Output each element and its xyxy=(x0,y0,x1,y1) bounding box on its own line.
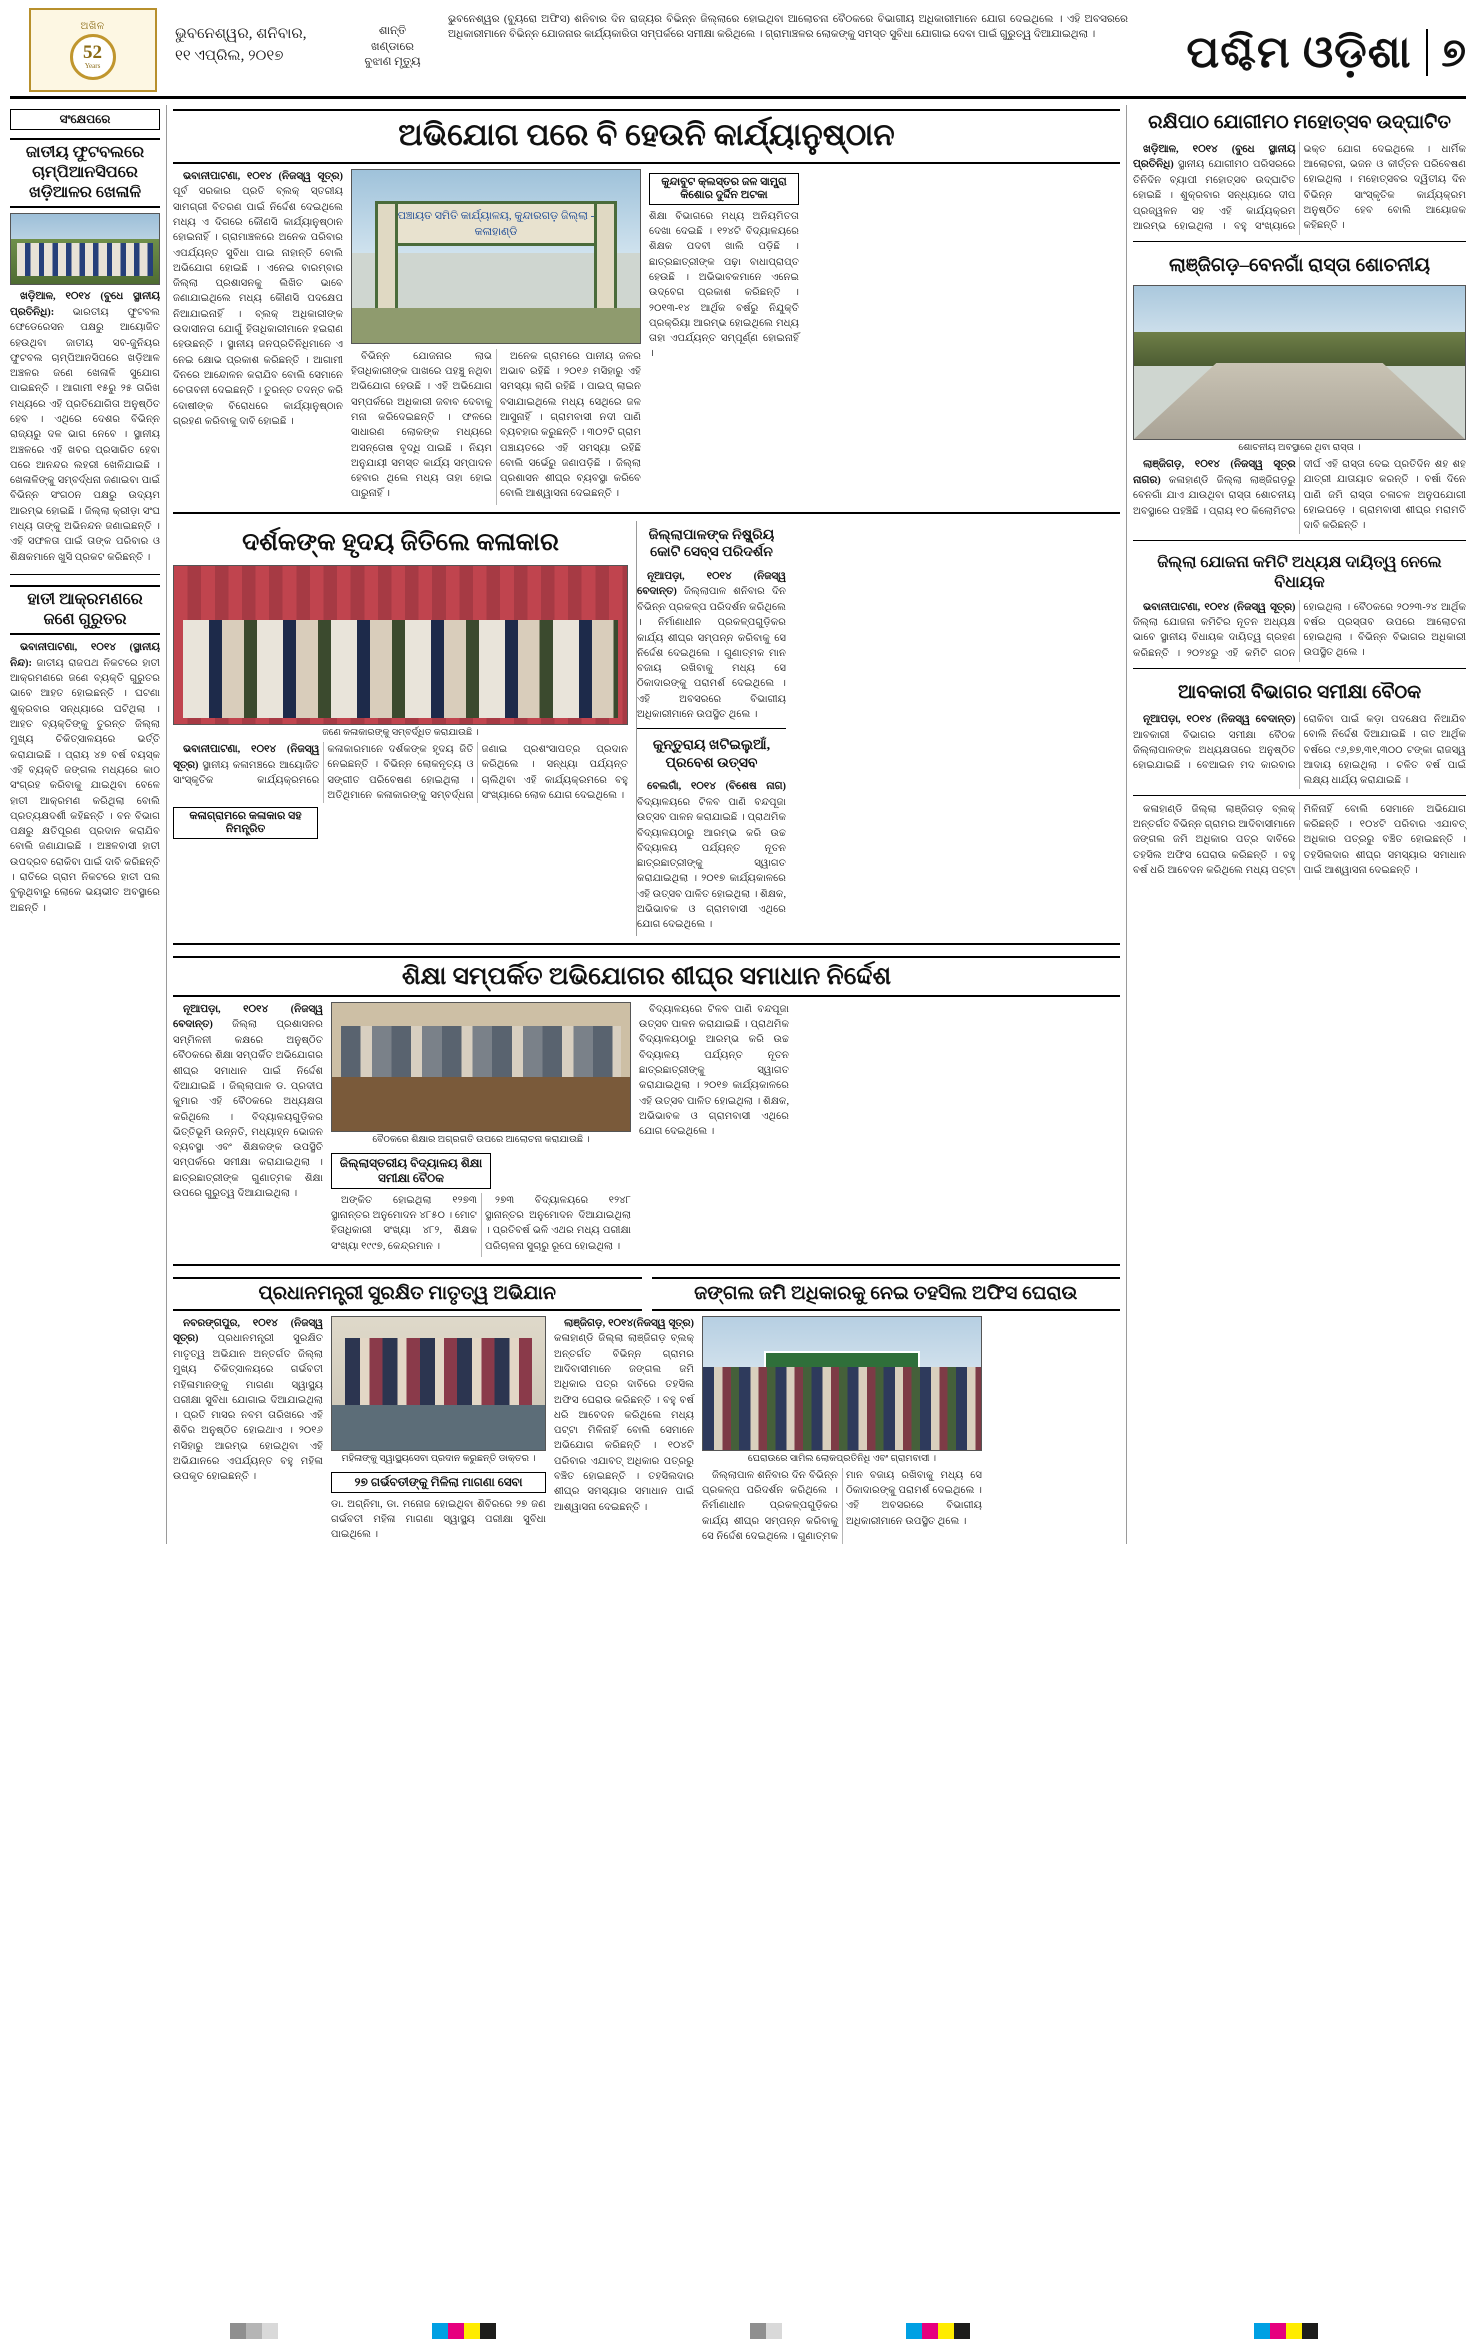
dm-plan-headline: ଜିଲ୍ଲାପାଳଙ୍କ ନିଷ୍କ୍ରିୟ କୋଟି ସେବ୍‌ସ ପରିଦର୍ଶନ xyxy=(648,527,775,561)
maternity-box-title: ୨୭ ଗର୍ଭବତୀଙ୍କୁ ମିଳିଲା ମାଗଣା ସେବା xyxy=(331,1472,546,1493)
maternity-headline: ପ୍ରଧାନମନ୍ତ୍ରୀ ସୁରକ୍ଷିତ ମାତୃତ୍ୱ ଅଭିଯାନ xyxy=(173,1277,642,1311)
lead-story-block xyxy=(173,169,1120,505)
excise-dateline: ନୂଆପଡ଼ା, ୧୦୧୪ (ନିଜସ୍ୱ ବେଦାନ୍ତ) xyxy=(1143,714,1296,726)
artist-body xyxy=(173,742,628,803)
education-text-3: ୨୭୩ ବିଦ୍ୟାଳୟରେ ୧୨୪୮ ସ୍ଥାନାନ୍ତର ଅନୁମୋଦନ ଦିଆଯାଇଥିଲା । ପ୍ରତିବର୍ଷ ଭଳି ଏଥର ମଧ୍ୟ ପରୀକ୍ଷା ପରିଚାଳନା ସୁଚାରୁ ରୂପେ ହୋଇଥିଲା । xyxy=(485,1194,631,1252)
education-text-1: ଜିଲ୍ଲା ପ୍ରଶାସନର ସମ୍ମିଳନୀ କକ୍ଷରେ ଅନୁଷ୍ଠିତ ବୈଠକରେ ଶିକ୍ଷା ସମ୍ପର୍କିତ ଅଭିଯୋଗର ଶୀଘ୍ର ସମାଧାନ ପାଇଁ ନିର୍ଦ୍ଦେଶ ଦିଆଯାଇଛି । ଜିଲ୍ଲାପାଳ ଡ. ପ୍ରଦୀପ କୁମାର ଏହି ବୈଠକରେ ଅଧ୍ୟକ୍ଷତା କରିଥିଲେ । ବିଦ୍ୟାଳୟଗୁଡ଼ିକର ଭିତ୍ତିଭୂମି ଉନ୍ନତି, ମଧ୍ୟାହ୍ନ ଭୋଜନ ବ୍ୟବସ୍ଥା ଏବଂ ଶିକ୍ଷକଙ୍କ ଉପସ୍ଥିତି ସମ୍ପର୍କରେ ସମୀକ୍ଷା କରାଯାଇଥିଲା । ଛାତ୍ରଛାତ୍ରୀଙ୍କ ଗୁଣାତ୍ମକ ଶିକ୍ଷା ଉପରେ ଗୁରୁତ୍ୱ ଦିଆଯାଇଥିଲା । xyxy=(173,1019,324,1200)
lead-col-2 xyxy=(351,349,641,505)
road-text: କଳାହାଣ୍ଡି ଜିଲ୍ଲା ଲାଞ୍ଜିଗଡ଼ରୁ ବେନଗାଁ ଯାଏ ଯାଉଥିବା ରାସ୍ତା ଶୋଚନୀୟ ଅବସ୍ଥାରେ ପହଞ୍ଚିଛି । ପ୍ରାୟ ୧୦ କିଲୋମିଟର ଦୀର୍ଘ ଏହି ରାସ୍ତା ଦେଇ ପ୍ରତିଦିନ ଶହ ଶହ ଯାତ୍ରୀ ଯାତାୟାତ କରନ୍ତି । ବର୍ଷା ଦିନେ ପାଣି ଜମି ରାସ୍ତା ଚଳାଚଳ ଅନୁପଯୋଗୀ ହୋଇପଡ଼େ । ଗ୍ରାମବାସୀ ଶୀଘ୍ର ମରାମତି ଦାବି କରିଛନ୍ତି । xyxy=(1133,459,1466,532)
weather-line-2: ଖଣ୍ଡାରେ xyxy=(371,40,414,53)
lead-text-1: ପୂର୍ବ ସରକାର ପ୍ରତି ବ୍ଲକ୍‌ ସ୍ତରୀୟ ସାମଗ୍ରୀ ବିତରଣ ପାଇଁ ନିର୍ଦ୍ଦେଶ ଦେଇଥିଲେ ମଧ୍ୟ ଏ ଦିଗରେ କୌଣସି କାର୍ଯ୍ୟାନୁଷ୍ଠାନ ହୋଇନାହିଁ । ଗ୍ରାମାଞ୍ଚଳରେ ଅନେକ ପରିବାର ଏପର୍ଯ୍ୟନ୍ତ ସୁବିଧା ପାଇ ନାହାନ୍ତି ବୋଲି ଅଭିଯୋଗ ହୋଇଛି । ଏନେଇ ବାରମ୍ବାର ଜିଲ୍ଲା ପ୍ରଶାସନକୁ ଲିଖିତ ଭାବେ ଜଣାଯାଇଥିଲେ ମଧ୍ୟ କୌଣସି ପଦକ୍ଷେପ ନିଆଯାଇନାହିଁ । ବ୍ଲକ୍ ଅଧିକାରୀଙ୍କ ଉଦାସୀନତା ଯୋଗୁଁ ହିତାଧିକାରୀମାନେ ହଇରାଣ ହେଉଛନ୍ତି । ସ୍ଥାନୀୟ ଜନପ୍ରତିନିଧିମାନେ ଏ ନେଇ କ୍ଷୋଭ ପ୍ରକାଶ କରିଛନ୍ତି । ଆଗାମୀ ଦିନରେ ଆନ୍ଦୋଳନ କରାଯିବ ବୋଲି ସେମାନେ ଚେତାବନୀ ଦେଇଛନ୍ତି । ତୁରନ୍ତ ତଦନ୍ତ କରି ଦୋଷୀଙ୍କ ବିରୋଧରେ କାର୍ଯ୍ୟାନୁଷ୍ଠାନ ଗ୍ରହଣ କରିବାକୁ ଦାବି ହୋଇଛି । xyxy=(173,186,343,427)
tahasil-protest-photo xyxy=(702,1316,982,1451)
artist-subcaption: କଳାଗ୍ରାମରେ କଳାକାର ସହ ନିମନ୍ତ୍ରିତ xyxy=(173,807,318,839)
maternity-photo-block xyxy=(331,1316,546,1544)
anniversary-badge xyxy=(29,8,157,92)
weather-line-3: ବୁଝାଣ ମୃତ୍ୟୁ xyxy=(364,56,421,69)
divider xyxy=(1133,241,1466,242)
brief-2-dateline: ଭବାନୀପାଟଣା, ୧୦୧୪ (ସ୍ଥାନୀୟ ନିନ୍ଦ): xyxy=(10,641,160,669)
education-photo-block xyxy=(331,1002,631,1257)
page-number: ୭ xyxy=(1426,29,1466,76)
lead-col-1 xyxy=(173,169,343,505)
maternity-text: ପ୍ରଧାନମନ୍ତ୍ରୀ ସୁରକ୍ଷିତ ମାତୃତ୍ୱ ଅଭିଯାନ ଅନ୍ତର୍ଗତ ଜିଲ୍ଲା ମୁଖ୍ୟ ଚିକିତ୍ସାଳୟରେ ଗର୍ଭବତୀ ମହିଳାମାନଙ୍କୁ ମାଗଣା ସ୍ୱାସ୍ଥ୍ୟ ପରୀକ୍ଷା ସୁବିଧା ଯୋଗାଇ ଦିଆଯାଇଥିଲା । ପ୍ରତି ମାସର ନବମ ତାରିଖରେ ଏହି ଶିବିର ଅନୁଷ୍ଠିତ ହୋଇଥାଏ । ୨୦୧୬ ମସିହାରୁ ଆରମ୍ଭ ହୋଇଥିବା ଏହି ଅଭିଯାନରେ ଏପର୍ଯ୍ୟନ୍ତ ବହୁ ମହିଳା ଉପକୃତ ହୋଇଛନ୍ତି । xyxy=(173,1333,323,1483)
brief-1-body xyxy=(10,289,160,568)
kuturaray-dateline: ବେଲଗାଁ, ୧୦୧୪ (ବିଶେଷ ନାଗ) xyxy=(647,781,786,793)
education-block xyxy=(173,1002,1120,1257)
excise-headline: ଆବକାରୀ ବିଭାଗର ସମୀକ୍ଷା ବୈଠକ xyxy=(1177,682,1422,704)
committee-dateline: ଭବାନୀପାଟଣା, ୧୦୧୪ (ନିଜସ୍ୱ ସୂତ୍ର) xyxy=(1143,601,1296,613)
divider xyxy=(173,512,1120,514)
maternity-box-body: ଡା. ଅଗ୍ନିମା, ଡା. ମନୋଜ ହୋଇଥିବା ଶିବିରରେ ୨୭ ଜଣ ଗର୍ଭବତୀ ମହିଳା ମାଗଣା ସ୍ୱାସ୍ଥ୍ୟ ପରୀକ୍ଷା ସୁବିଧା ପାଇଥିଲେ । xyxy=(331,1498,546,1541)
colorbar-group-3 xyxy=(750,2323,782,2339)
brief-2-text: ଜାତୀୟ ରାଜପଥ ନିକଟରେ ହାତୀ ଆକ୍ରମଣରେ ଜଣେ ବ୍ୟକ୍ତି ଗୁରୁତର ଭାବେ ଆହତ ହୋଇଛନ୍ତି । ଘଟଣା ଶୁକ୍ରବାର ସନ୍ଧ୍ୟାରେ ଘଟିଥିଲା । ଆହତ ବ୍ୟକ୍ତିଙ୍କୁ ତୁରନ୍ତ ଜିଲ୍ଲା ମୁଖ୍ୟ ଚିକିତ୍ସାଳୟରେ ଭର୍ତ୍ତି କରାଯାଇଛି । ପ୍ରାୟ ୪୭ ବର୍ଷ ବୟସ୍କ ଏହି ବ୍ୟକ୍ତି ଜଙ୍ଗଲ ମଧ୍ୟରେ କାଠ ସଂଗ୍ରହ କରିବାକୁ ଯାଇଥିବା ବେଳେ ହାତୀ ଆକ୍ରମଣ କରିଥିଲା ବୋଲି ପ୍ରତ୍ୟକ୍ଷଦର୍ଶୀ କହିଛନ୍ତି । ବନ ବିଭାଗ ପକ୍ଷରୁ କ୍ଷତିପୂରଣ ପ୍ରଦାନ କରାଯିବ ବୋଲି ଜଣାଯାଇଛି । ଅଞ୍ଚଳବାସୀ ହାତୀ ଉପଦ୍ରବ ରୋକିବା ପାଇଁ ଦାବି କରିଛନ୍ତି । ରାତିରେ ଗ୍ରାମ ନିକଟରେ ହାତୀ ପଲ ବୁଲୁଥିବାରୁ ଲୋକେ ଭୟଭୀତ ଅବସ୍ଥାରେ ଅଛନ୍ତି । xyxy=(10,657,161,914)
edition-info xyxy=(175,8,345,92)
road-photo xyxy=(1133,285,1466,440)
edition-date: ୧୧ ଏପ୍ରିଲ, ୨୦୧୭ xyxy=(175,47,284,64)
education-box-body xyxy=(331,1193,631,1257)
artist-headline: ଦର୍ଶକଙ୍କ ହୃଦୟ ଜିତିଲେ କଳାକାର xyxy=(242,528,559,556)
tahasil-photo-caption: ଘେରାଉରେ ସାମିଲ ଲୋକପ୍ରତିନିଧି ଏବଂ ଗ୍ରାମବାସୀ । xyxy=(747,1453,937,1464)
edition-place-day: ଭୁବନେଶ୍ୱର, ଶନିବାର, xyxy=(175,26,307,42)
committee-text: ଜିଲ୍ଲା ଯୋଜନା କମିଟିର ନୂତନ ଅଧ୍ୟକ୍ଷ ଭାବେ ସ୍ଥାନୀୟ ବିଧାୟକ ଦାୟିତ୍ୱ ଗ୍ରହଣ କରିଛନ୍ତି । ୨୦୨୪ରୁ ଏହି କମିଟି ଗଠନ ହୋଇଥିଲା । ବୈଠକରେ ୨୦୨୩-୨୪ ଆର୍ଥିକ ବର୍ଷର ପ୍ରସ୍ତାବ ଉପରେ ଆଲୋଚନା ହୋଇଥିଲା । ବିଭିନ୍ନ ବିଭାଗର ଅଧିକାରୀ ଉପସ୍ଥିତ ଥିଲେ । xyxy=(1133,601,1466,659)
gate-signboard-text: ପଞ୍ଚାୟତ ସମିତି କାର୍ଯ୍ୟାଳୟ, କୁନ୍ଦାରଗଡ଼ ଜିଲ୍ଲା - କଳାହାଣ୍ଡି xyxy=(397,209,595,239)
lead-headline: ଅଭିଯୋଗ ପରେ ବି ହେଉନି କାର୍ଯ୍ୟାନୁଷ୍ଠାନ xyxy=(173,109,1120,164)
dm-plan-block xyxy=(636,521,786,936)
lead-photo-block xyxy=(351,169,641,505)
tahasil-photo-block xyxy=(702,1316,982,1544)
brief-2-body xyxy=(10,640,160,919)
maternity-photo-caption: ମହିଳାଙ୍କୁ ସ୍ୱାସ୍ଥ୍ୟସେବା ପ୍ରଦାନ କରୁଛନ୍ତି ଡାକ୍ତର । xyxy=(341,1453,536,1464)
education-meeting-photo xyxy=(331,1002,631,1132)
bottom-headlines xyxy=(173,1273,1120,1316)
artist-dateline: ଭବାନୀପାଟଣା, ୧୦୧୪ (ନିଜସ୍ୱ ସୂତ୍ର) xyxy=(173,743,320,771)
excise-text: ଆବକାରୀ ବିଭାଗର ସମୀକ୍ଷା ବୈଠକ ଜିଲ୍ଲାପାଳଙ୍କ ଅଧ୍ୟକ୍ଷତାରେ ଅନୁଷ୍ଠିତ ହୋଇଯାଇଛି । ବେଆଇନ ମଦ କାରବାର ରୋକିବା ପାଇଁ କଡ଼ା ପଦକ୍ଷେପ ନିଆଯିବ ବୋଲି ନିର୍ଦ୍ଦେଶ ଦିଆଯାଇଛି । ଗତ ଆର୍ଥିକ ବର୍ଷରେ ୯୬,୭୭,୩୧,୩୦୦ ଟଙ୍କା ରାଜସ୍ୱ ଆଦାୟ ହୋଇଥିଲା । ଚଳିତ ବର୍ଷ ପାଇଁ ଲକ୍ଷ୍ୟ ଧାର୍ଯ୍ୟ କରାଯାଇଛି । xyxy=(1133,714,1466,787)
road-headline: ଲାଞ୍ଜିଗଡ଼–ବେନଗାଁ ରାସ୍ତା ଶୋଚନୀୟ xyxy=(1168,255,1431,277)
yogimath-body xyxy=(1133,142,1466,236)
divider xyxy=(173,943,1120,945)
lead-col-3 xyxy=(649,169,799,505)
tahasil-col-1 xyxy=(554,1316,694,1544)
brief-2-headline: ହାତୀ ଆକ୍ରମଣରେ ଜଣେ ଗୁରୁତର xyxy=(10,585,160,635)
divider xyxy=(10,574,160,575)
section-title: ପଶ୍ଚିମ ଓଡ଼ିଶା xyxy=(1186,27,1412,77)
education-text-2: ଅଙ୍କିତ ହୋଇଥିଲା ୧୨୭୩ ସ୍ଥାନାନ୍ତର ଅନୁମୋଦନ ୪୮୫୦ । ମୋଟ ହିତାଧିକାରୀ ସଂଖ୍ୟା ୪୮୨, ଶିକ୍ଷକ ସଂଖ୍ୟା ୧୯୯୭, କେନ୍ଦ୍ରମାନ । xyxy=(331,1194,477,1252)
right-column xyxy=(1126,105,1466,1544)
education-headline: ଶିକ୍ଷା ସମ୍ପର୍କିତ ଅଭିଯୋଗର ଶୀଘ୍ର ସମାଧାନ ନିର୍ଦ୍ଦେଶ xyxy=(173,956,1120,997)
color-registration-bar xyxy=(0,2323,1476,2339)
brief-1-dateline: ଖଡ଼ିଆଳ, ୧୦୧୪ (ବୁଧେ ସ୍ଥାନୀୟ ପ୍ରତିନିଧି): xyxy=(10,291,160,318)
publication-logo xyxy=(10,8,175,92)
divider xyxy=(637,728,786,729)
artist-photo xyxy=(173,565,628,725)
education-photo-caption: ବୈଠକରେ ଶିକ୍ଷାର ଅଗ୍ରଗତି ଉପରେ ଆଲୋଚନା କରାଯାଉଛି । xyxy=(372,1134,590,1145)
bottom-block xyxy=(173,1316,1120,1544)
road-photo-caption: ଶୋଚନୀୟ ଅବସ୍ଥାରେ ଥିବା ରାସ୍ତା । xyxy=(1238,443,1361,454)
tahasil-headline: ଜଙ୍ଗଲ ଜମି ଅଧିକାରକୁ ନେଇ ତହସିଲ ଅଫିସ ଘେରାଉ xyxy=(652,1277,1121,1311)
nameplate xyxy=(1136,8,1466,92)
yogimath-headline: ରକ୍ଷିପାଠ ଯୋଗୀମଠ ମହୋତ୍ସବ ଉଦ୍‌ଘାଟିତ xyxy=(1148,112,1451,133)
anniversary-years: 52 xyxy=(83,42,102,63)
dm-plan-text: ଜିଲ୍ଲାପାଳ ଶନିବାର ଦିନ ବିଭିନ୍ନ ପ୍ରକଳ୍ପ ପରିଦର୍ଶନ କରିଥିଲେ । ନିର୍ମାଣାଧୀନ ପ୍ରକଳ୍ପଗୁଡ଼ିକର କାର୍ଯ୍ୟ ଶୀଘ୍ର ସମ୍ପନ୍ନ କରିବାକୁ ସେ ନିର୍ଦ୍ଦେଶ ଦେଇଥିଲେ । ଗୁଣାତ୍ମକ ମାନ ବଜାୟ ରଖିବାକୁ ମଧ୍ୟ ସେ ଠିକାଦାରଙ୍କୁ ପରାମର୍ଶ ଦେଇଥିଲେ । ଏହି ଅବସରରେ ବିଭାଗୀୟ ଅଧିକାରୀମାନେ ଉପସ୍ଥିତ ଥିଲେ । xyxy=(637,586,786,721)
tahasil-body-2 xyxy=(702,1468,982,1544)
yogimath-text: ସ୍ଥାନୀୟ ଯୋଗୀମଠ ପରିସରରେ ତିନିଦିନ ବ୍ୟାପୀ ମହୋତ୍ସବ ଉଦ୍‌ଘାଟିତ ହୋଇଛି । ଶୁକ୍ରବାର ସନ୍ଧ୍ୟାରେ ଦୀପ ପ୍ରଜ୍ୱଳନ ସହ ଏହି କାର୍ଯ୍ୟକ୍ରମ ଆରମ୍ଭ ହୋଇଥିଲା । ବହୁ ସଂଖ୍ୟାରେ ଭକ୍ତ ଯୋଗ ଦେଇଥିଲେ । ଧାର୍ମିକ ଆଲୋଚନା, ଭଜନ ଓ କୀର୍ତ୍ତନ ପରିବେଷଣ ହୋଇଥିଲା । ମହୋତ୍ସବର ଦ୍ୱିତୀୟ ଦିନ ବିଭିନ୍ନ ସାଂସ୍କୃତିକ କାର୍ଯ୍ୟକ୍ରମ ଅନୁଷ୍ଠିତ ହେବ ବୋଲି ଆୟୋଜକ କହିଛନ୍ତି । xyxy=(1133,143,1466,232)
masthead xyxy=(10,8,1466,99)
anniversary-years-label: Years xyxy=(84,62,101,70)
road-dateline: ଲାଞ୍ଜିଗଡ଼, ୧୦୧୪ (ନିଜସ୍ୱ ସୂତ୍ର ନାଗର) xyxy=(1133,459,1296,486)
education-dateline: ନୂଆପଡ଼ା, ୧୦୧୪ (ନିଜସ୍ୱ ବେଦାନ୍ତ) xyxy=(173,1003,323,1031)
committee-body xyxy=(1133,600,1466,663)
education-col-3 xyxy=(639,1002,789,1257)
lead-text-2: ବିଭିନ୍ନ ଯୋଜନାର ଲାଭ ହିତାଧିକାରୀଙ୍କ ପାଖରେ ପହଞ୍ଚୁ ନଥିବା ଅଭିଯୋଗ ହେଉଛି । ଏହି ଅଭିଯୋଗ ସମ୍ପର୍କରେ ଅଧିକାରୀ ଜବାବ ଦେବାକୁ ମନା କରିଦେଇଛନ୍ତି । ଫଳରେ ସାଧାରଣ ଲୋକଙ୍କ ମଧ୍ୟରେ ଅସନ୍ତୋଷ ବୃଦ୍ଧି ପାଇଛି । ନିୟମ ଅନୁଯାୟୀ ସମସ୍ତ କାର୍ଯ୍ୟ ସମ୍ପାଦନ ହେବାର ଥିଲେ ମଧ୍ୟ ତାହା ହୋଇ ପାରୁନାହିଁ । xyxy=(351,350,492,500)
right-extra-text: କଳାହାଣ୍ଡି ଜିଲ୍ଲା ଲାଞ୍ଜିଗଡ଼ ବ୍ଲକ୍‌ ଅନ୍ତର୍ଗତ ବିଭିନ୍ନ ଗ୍ରାମର ଆଦିବାସୀମାନେ ଜଙ୍ଗଲ ଜମି ଅଧିକାର ପତ୍ର ଦାବିରେ ତହସିଲ ଅଫିସ ଘେରାଉ କରିଛନ୍ତି । ବହୁ ବର୍ଷ ଧରି ଆବେଦନ କରିଥିଲେ ମଧ୍ୟ ପଟ୍ଟା ମିଳିନାହିଁ ବୋଲି ସେମାନେ ଅଭିଯୋଗ କରିଛନ୍ତି । ୧୦୪ଟି ପରିବାର ଏଯାବତ୍ ଅଧିକାର ପତ୍ରରୁ ବଞ୍ଚିତ ହୋଇଛନ୍ତି । ତହସିଲଦାର ଶୀଘ୍ର ସମସ୍ୟାର ସମାଧାନ ପାଇଁ ଆଶ୍ୱାସନା ଦେଇଛନ୍ତି । xyxy=(1133,803,1466,876)
right-extra-body xyxy=(1133,802,1466,880)
weather-line-1: ଶାନ୍ତି xyxy=(378,25,407,37)
lead-subkicker: କୁନ୍ଦାବୁଟ କ୍ଲସ୍ତର ଜଳ ସାମ୍ପ୍ରା କିଶୋର ଦୁର୍ଦ୍ଦିନ ଅଟକା xyxy=(649,173,799,205)
divider xyxy=(173,1264,1120,1266)
anniversary-circle xyxy=(70,34,116,80)
briefs-kicker: ସଂକ୍ଷେପରେ xyxy=(10,109,160,130)
artist-main xyxy=(173,521,628,936)
divider xyxy=(1133,795,1466,796)
colorbar-group-1 xyxy=(230,2323,278,2339)
colorbar-group-5 xyxy=(1254,2323,1318,2339)
maternity-col-1 xyxy=(173,1316,323,1544)
education-text-4: ବିଦ୍ୟାଳୟରେ ଟିଳବ ପାଣି ବନ୍ଦପୂଜା ଉତ୍ସବ ପାଳନ କରାଯାଇଛି । ପ୍ରାଥମିକ ବିଦ୍ୟାଳୟଠାରୁ ଆରମ୍ଭ କରି ଉଚ୍ଚ ବିଦ୍ୟାଳୟ ପର୍ଯ୍ୟନ୍ତ ନୂତନ ଛାତ୍ରଛାତ୍ରୀଙ୍କୁ ସ୍ୱାଗତ କରାଯାଇଥିଲା । ୨୦୧୭ କାର୍ଯ୍ୟକାଳରେ ଏହି ଉତ୍ସବ ପାଳିତ ହୋଇଥିଲା । ଶିକ୍ଷକ, ଅଭିଭାବକ ଓ ଗ୍ରାମବାସୀ ଏଥିରେ ଯୋଗ ଦେଇଥିଲେ । xyxy=(639,1003,789,1138)
education-col-1 xyxy=(173,1002,323,1257)
artist-photo-caption: ଜଣେ କଳାକାରଙ୍କୁ ସମ୍ବର୍ଦ୍ଧିତ କରାଯାଉଛି । xyxy=(322,727,479,738)
maternity-photo xyxy=(331,1316,546,1451)
logo-crest-text: ଅଖିଳ xyxy=(80,20,105,32)
excise-body xyxy=(1133,712,1466,788)
tahasil-text-2: ଜିଲ୍ଲାପାଳ ଶନିବାର ଦିନ ବିଭିନ୍ନ ପ୍ରକଳ୍ପ ପରିଦର୍ଶନ କରିଥିଲେ । ନିର୍ମାଣାଧୀନ ପ୍ରକଳ୍ପଗୁଡ଼ିକର କାର୍ଯ୍ୟ ଶୀଘ୍ର ସମ୍ପନ୍ନ କରିବାକୁ ସେ ନିର୍ଦ୍ଦେଶ ଦେଇଥିଲେ । ଗୁଣାତ୍ମକ ମାନ ବଜାୟ ରଖିବାକୁ ମଧ୍ୟ ସେ ଠିକାଦାରଙ୍କୁ ପରାମର୍ଶ ଦେଇଥିଲେ । ଏହି ଅବସରରେ ବିଭାଗୀୟ ଅଧିକାରୀମାନେ ଉପସ୍ଥିତ ଥିଲେ । xyxy=(702,1469,982,1542)
dm-plan-body xyxy=(637,569,786,723)
colorbar-group-4 xyxy=(906,2323,970,2339)
road-body xyxy=(1133,457,1466,533)
lead-text-3: ଅନେକ ଗ୍ରାମରେ ପାନୀୟ ଜଳର ଅଭାବ ରହିଛି । ୨୦୧୬ ମସିହାରୁ ଏହି ସମସ୍ୟା ଲାଗି ରହିଛି । ପାଇପ୍ ଲାଇନ ବସାଯାଇଥିଲେ ମଧ୍ୟ ସେଥିରେ ଜଳ ଆସୁନାହିଁ । ଗ୍ରାମବାସୀ ନଦୀ ପାଣି ବ୍ୟବହାର କରୁଛନ୍ତି । ୩୦୨ଟି ଗ୍ରାମ ପଞ୍ଚାୟତରେ ଏହି ସମସ୍ୟା ରହିଛି ବୋଲି ସର୍ଭେରୁ ଜଣାପଡ଼ିଛି । ଜିଲ୍ଲା ପ୍ରଶାସନ ଶୀଘ୍ର ବ୍ୟବସ୍ଥା କରିବେ ବୋଲି ଆଶ୍ୱାସନା ଦେଇଛନ୍ତି । xyxy=(500,350,641,500)
divider xyxy=(1133,540,1466,541)
brief-1-photo xyxy=(10,213,160,285)
left-column xyxy=(10,105,160,1544)
artist-text: ସ୍ଥାନୀୟ କଳାମଞ୍ଚରେ ଆୟୋଜିତ ସାଂସ୍କୃତିକ କାର୍ଯ୍ୟକ୍ରମରେ କଳାକାରମାନେ ଦର୍ଶକଙ୍କ ହୃଦୟ ଜିତି ନେଇଛନ୍ତି । ବିଭିନ୍ନ ଲୋକନୃତ୍ୟ ଓ ସଙ୍ଗୀତ ପରିବେଷଣ ହୋଇଥିଲା । ଅତିଥିମାନେ କଳାକାରଙ୍କୁ ସମ୍ବର୍ଦ୍ଧନା ଜଣାଇ ପ୍ରଶଂସାପତ୍ର ପ୍ରଦାନ କରିଥିଲେ । ସନ୍ଧ୍ୟା ପର୍ଯ୍ୟନ୍ତ ଚାଲିଥିବା ଏହି କାର୍ଯ୍ୟକ୍ରମରେ ବହୁ ସଂଖ୍ୟାରେ ଲୋକ ଯୋଗ ଦେଇଥିଲେ । xyxy=(173,743,628,801)
brief-1-text: ଭାରତୀୟ ଫୁଟବଲ ଫେଡେରେସନ ପକ୍ଷରୁ ଆୟୋଜିତ ହେଉଥିବା ଜାତୀୟ ସବ-ଜୁନିୟର ଫୁଟବଲ ଚାମ୍ପିଆନସିପରେ ଖଡ଼ିଆଳ ଅଞ୍ଚଳର ଜଣେ ଖେଳାଳି ସୁଯୋଗ ପାଇଛନ୍ତି । ଆଗାମୀ ୧୫ରୁ ୨୫ ତାରିଖ ମଧ୍ୟରେ ଏହି ପ୍ରତିଯୋଗିତା ଅନୁଷ୍ଠିତ ହେବ । ଏଥିରେ ଦେଶର ବିଭିନ୍ନ ରାଜ୍ୟରୁ ଦଳ ଭାଗ ନେବେ । ସ୍ଥାନୀୟ ଅଞ୍ଚଳରେ ଏହି ଖବର ପ୍ରସାରିତ ହେବା ପରେ ଆନନ୍ଦର ଲହରୀ ଖେଳିଯାଇଛି । ଖେଳାଳିଙ୍କୁ ସମ୍ବର୍ଦ୍ଧନା ଜଣାଇବା ପାଇଁ ବିଭିନ୍ନ ସଂଗଠନ ପକ୍ଷରୁ ଉଦ୍ୟମ ଆରମ୍ଭ ହୋଇଛି । ଜିଲ୍ଲା କ୍ରୀଡ଼ା ସଂଘ ମଧ୍ୟ ତାଙ୍କୁ ଅଭିନନ୍ଦନ ଜଣାଇଛନ୍ତି । ଏହି ସଫଳତା ପାଇଁ ତାଙ୍କ ପରିବାର ଓ ଶିକ୍ଷକମାନେ ଖୁସି ପ୍ରକଟ କରିଛନ୍ତି । xyxy=(10,306,160,563)
kuturaray-body xyxy=(637,779,786,932)
page-grid xyxy=(10,105,1466,1544)
lead-text-4: ଶିକ୍ଷା ବିଭାଗରେ ମଧ୍ୟ ଅନିୟମିତତା ଦେଖା ଦେଇଛି । ୧୨୪ଟି ବିଦ୍ୟାଳୟରେ ଶିକ୍ଷକ ପଦବୀ ଖାଲି ପଡ଼ିଛି । ଛାତ୍ରଛାତ୍ରୀଙ୍କ ପଢ଼ା ବାଧାପ୍ରାପ୍ତ ହେଉଛି । ଅଭିଭାବକମାନେ ଏନେଇ ଉଦ୍‌ବେଗ ପ୍ରକାଶ କରିଛନ୍ତି । ୨୦୧୩-୧୪ ଆର୍ଥିକ ବର୍ଷରୁ ନିଯୁକ୍ତି ପ୍ରକ୍ରିୟା ଆରମ୍ଭ ହୋଇଥିଲେ ମଧ୍ୟ ତାହା ଏପର୍ଯ୍ୟନ୍ତ ସମ୍ପୂର୍ଣ୍ଣ ହୋଇନାହିଁ । xyxy=(649,210,799,360)
divider xyxy=(1133,668,1466,669)
tahasil-dateline: ଲାଞ୍ଜିଗଡ଼, ୧୦୧୪(ନିଜସ୍ୱ ସୂତ୍ର) xyxy=(564,1317,694,1329)
committee-headline: ଜିଲ୍ଲା ଯୋଜନା କମିଟି ଅଧ୍ୟକ୍ଷ ଦାୟିତ୍ୱ ନେଲେ ବିଧାୟକ xyxy=(1157,553,1442,591)
colorbar-group-2 xyxy=(432,2323,496,2339)
main-column xyxy=(166,105,1120,1544)
panchayat-office-photo xyxy=(351,169,641,344)
dm-plan-dateline: ନୂଆପଡ଼ା, ୧୦୧୪ (ନିଜସ୍ୱ ବେଦାନ୍ତ) xyxy=(637,570,786,598)
lead-dateline: ଭବାନୀପାଟଣା, ୧୦୧୪ (ନିଜସ୍ୱ ସୂତ୍ର) xyxy=(183,170,343,182)
artist-block xyxy=(173,521,1120,936)
brief-1-headline: ଜାତୀୟ ଫୁଟବଲରେ ଚାମ୍ପିଆନସିପରେ ଖଡ଼ିଆଳର ଖେଳାଳି xyxy=(10,138,160,208)
kuturaray-text: ବିଦ୍ୟାଳୟରେ ଟିଳବ ପାଣି ବନ୍ଦପୂଜା ଉତ୍ସବ ପାଳନ କରାଯାଇଛି । ପ୍ରାଥମିକ ବିଦ୍ୟାଳୟଠାରୁ ଆରମ୍ଭ କରି ଉଚ୍ଚ ବିଦ୍ୟାଳୟ ପର୍ଯ୍ୟନ୍ତ ନୂତନ ଛାତ୍ରଛାତ୍ରୀଙ୍କୁ ସ୍ୱାଗତ କରାଯାଇଥିଲା । ୨୦୧୭ କାର୍ଯ୍ୟକାଳରେ ଏହି ଉତ୍ସବ ପାଳିତ ହୋଇଥିଲା । ଶିକ୍ଷକ, ଅଭିଭାବକ ଓ ଗ୍ରାମବାସୀ ଏଥିରେ ଯୋଗ ଦେଇଥିଲେ । xyxy=(637,796,786,931)
masthead-lead-text xyxy=(440,8,1136,92)
weather-box xyxy=(345,8,440,92)
tahasil-text: କଳାହାଣ୍ଡି ଜିଲ୍ଲା ଲାଞ୍ଜିଗଡ଼ ବ୍ଲକ୍‌ ଅନ୍ତର୍ଗତ ବିଭିନ୍ନ ଗ୍ରାମର ଆଦିବାସୀମାନେ ଜଙ୍ଗଲ ଜମି ଅଧିକାର ପତ୍ର ଦାବିରେ ତହସିଲ ଅଫିସ ଘେରାଉ କରିଛନ୍ତି । ବହୁ ବର୍ଷ ଧରି ଆବେଦନ କରିଥିଲେ ମଧ୍ୟ ପଟ୍ଟା ମିଳିନାହିଁ ବୋଲି ସେମାନେ ଅଭିଯୋଗ କରିଛନ୍ତି । ୧୦୪ଟି ପରିବାର ଏଯାବତ୍ ଅଧିକାର ପତ୍ରରୁ ବଞ୍ଚିତ ହୋଇଛନ୍ତି । ତହସିଲଦାର ଶୀଘ୍ର ସମସ୍ୟାର ସମାଧାନ ପାଇଁ ଆଶ୍ୱାସନା ଦେଇଛନ୍ତି । xyxy=(554,1333,694,1513)
masthead-lead-paragraph: ଭୁବନେଶ୍ୱର (ବ୍ୟୁରୋ ଅଫିସ) ଶନିବାର ଦିନ ରାଜ୍ୟର ବିଭିନ୍ନ ଜିଲ୍ଲାରେ ହୋଇଥିବା ଆଲୋଚନା ବୈଠକରେ ବିଭାଗୀୟ ଅଧିକାରୀମାନେ ଯୋଗ ଦେଇଥିଲେ । ଏହି ଅବସରରେ ଅଧିକାରୀମାନେ ବିଭିନ୍ନ ଯୋଜନାର କାର୍ଯ୍ୟକାରିତା ସମ୍ପର୍କରେ ସମୀକ୍ଷା କରିଥିଲେ । ଗ୍ରାମାଞ୍ଚଳର ଲୋକଙ୍କୁ ସମସ୍ତ ସୁବିଧା ଯୋଗାଇ ଦେବା ପାଇଁ ଗୁରୁତ୍ୱ ଦିଆଯାଇଥିଲା । xyxy=(448,14,1128,41)
yogimath-dateline: ଖଡ଼ିଆଳ, ୧୦୧୪ (ବୁଧେ ସ୍ଥାନୀୟ ପ୍ରତିନିଧି) xyxy=(1133,143,1296,171)
maternity-dateline: ନବରଙ୍ଗପୁର, ୧୦୧୪ (ନିଜସ୍ୱ ସୂତ୍ର) xyxy=(173,1317,323,1345)
education-box-title: ଜିଲ୍ଲାସ୍ତରୀୟ ବିଦ୍ୟାଳୟ ଶିକ୍ଷା ସମୀକ୍ଷା ବୈଠକ xyxy=(331,1153,491,1189)
kuturaray-headline: କୁନ୍ତୁରାୟ ଖଟିଇଲୁଆଁ, ପ୍ରବେଶ ଉତ୍ସବ xyxy=(652,738,771,771)
